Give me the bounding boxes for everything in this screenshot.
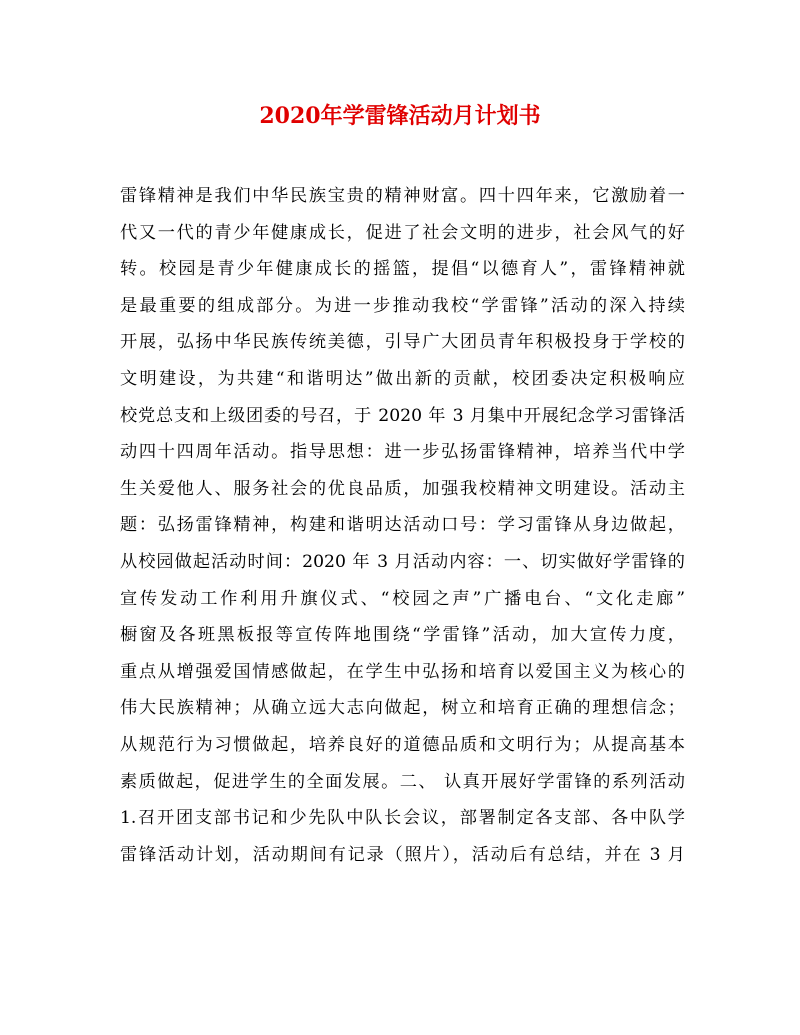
body-line: 雷锋精神是我们中华民族宝贵的精神财富。四十四年来，它激励着一 bbox=[120, 186, 685, 206]
body-line: 文明建设，为共建“和谐明达”做出新的贡献，校团委决定积极响应 bbox=[120, 368, 685, 389]
body-line: 转。校园是青少年健康成长的摇篮，提倡“以德育人”，雷锋精神就 bbox=[120, 259, 685, 280]
body-line: 橱窗及各班黑板报等宣传阵地围绕“学雷锋”活动，加大宣传力度， bbox=[120, 625, 685, 646]
body-line: 开展，弘扬中华民族传统美德，引导广大团员青年积极投身于学校的 bbox=[120, 332, 685, 353]
body-line: 题：弘扬雷锋精神，构建和谐明达活动口号：学习雷锋从身边做起， bbox=[120, 515, 685, 536]
document-title: 2020年学雷锋活动月计划书 bbox=[259, 103, 541, 129]
body-line: 生关爱他人、服务社会的优良品质，加强我校精神文明建设。活动主 bbox=[120, 478, 685, 499]
body-line: 动四十四周年活动。指导思想：进一步弘扬雷锋精神，培养当代中学 bbox=[120, 442, 685, 463]
body-line: 1.召开团支部书记和少先队中队长会议，部署制定各支部、各中队学 bbox=[120, 808, 685, 829]
body-line: 伟大民族精神；从确立远大志向做起，树立和培育正确的理想信念； bbox=[120, 698, 685, 719]
body-line: 重点从增强爱国情感做起，在学生中弘扬和培育以爱国主义为核心的 bbox=[120, 661, 685, 682]
body-line: 从规范行为习惯做起，培养良好的道德品质和文明行为；从提高基本 bbox=[120, 734, 685, 755]
document-body bbox=[120, 178, 685, 873]
body-line: 代又一代的青少年健康成长，促进了社会文明的进步，社会风气的好 bbox=[120, 222, 685, 243]
body-line: 素质做起，促进学生的全面发展。二、 认真开展好学雷锋的系列活动 bbox=[120, 771, 685, 792]
body-line: 从校园做起活动时间：2020 年 3 月活动内容：一、切实做好学雷锋的 bbox=[120, 551, 685, 572]
body-line: 宣传发动工作利用升旗仪式、“校园之声”广播电台、“文化走廊” bbox=[120, 588, 685, 609]
body-line: 雷锋活动计划，活动期间有记录（照片），活动后有总结，并在 3 月 bbox=[120, 844, 685, 865]
body-line: 校党总支和上级团委的号召，于 2020 年 3 月集中开展纪念学习雷锋活 bbox=[120, 405, 685, 426]
body-line: 是最重要的组成部分。为进一步推动我校“学雷锋”活动的深入持续 bbox=[120, 295, 685, 316]
